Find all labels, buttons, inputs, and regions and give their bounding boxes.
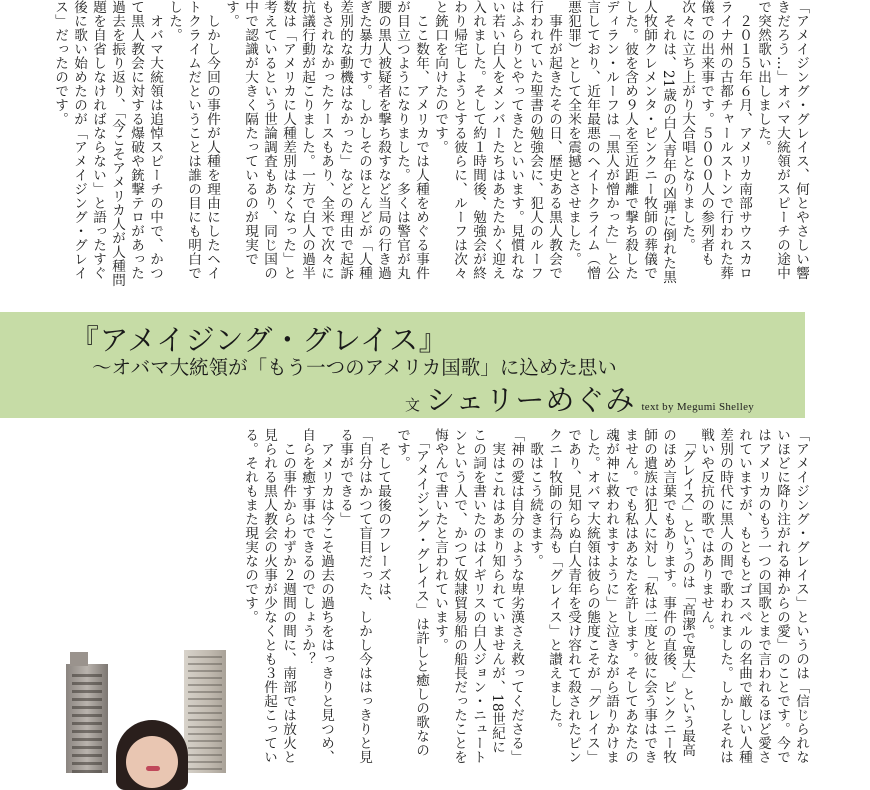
flatiron-building-image	[184, 650, 226, 773]
author-name: シェリーめぐみ	[426, 383, 636, 417]
skyscraper-left-image	[66, 664, 108, 773]
article-subtitle: 〜オバマ大統領が「もう一つのアメリカ国歌」に込めた思い	[92, 356, 617, 379]
byline-mark: 文	[405, 396, 421, 414]
byline	[405, 378, 754, 419]
article-title: 『アメイジング・グレイス』	[70, 323, 449, 357]
article-body-bottom: 「アメイジング・グレイス」というのは「信じられないほどに降り注がれる神からの愛」のことです。今ではアメリカのもう一つの国歌とまで言われるほど愛されていますが、もともとゴスペルの名曲で厳しい人種差別の時代に黒人の間で歌われました。しかしそれは戦いや反抗の歌ではありません。 「グレイス」というのは「高潔で寛大」という最高のほめ言葉でもあります。事件の直後、ピンクニー牧師の遺族は犯人に対し「私は二度と彼に会う事はできません。でも私はあなたを許します。そしてあなたの魂が神に救われますように」と泣きながら語りかけました。オバマ大統領は彼らの態度こそが「グレイス」であり、見知らぬ白人青年を受け容れて殺されたピンクニー牧師の行為も「グレイス」と讃えました。 歌はこう続きます。 「神の愛は自分のような卑劣漢さえ救ってくださる」 実はこれはあまり知られていませんが、18世紀にこの詞を書いたのはイギリスの白人ジョン・ニュートンという人で、かつて奴隷貿易船の船長だったことを悔やんで書いたと言われています。 「アメイジング・グレイス」は許しと癒しの歌なのです。 そして最後のフレーズは、 「自分はかつて盲目だった、しかし今ははっきりと見る事ができる」 アメリカは今こそ過去の過ちをはっきりと見つめ、自らを癒す事はできるのでしょうか？ この事件からわずか２週間の間に、南部では放火と見られる黒人教会の火事が少なくとも３件起こっている。それもまた現実なのです。	[242, 428, 809, 764]
article-body-top: 「アメイジング・グレイス、何とやさしい響きだろう…」オバマ大統領がスピーチの途中で突然歌い出しました。 ２０１５年６月、アメリカ南部サウスカロライナ州の古都チャールストンで行われた葬儀での出来事です。５０００人の参列者も次々に立ち上がり大合唱となりました。 それは、21歳の白人青年の凶弾に倒れた黒人牧師クレメンタ・ピンクニー牧師の葬儀でした。彼を含め９人を至近距離で撃ち殺したディラン・ルーフは「黒人が憎かった」と公言しており、近年最悪のヘイトクライム（憎悪犯罪）として全米を震撼とさせました。 事件が起きたその日、歴史ある黒人教会で行われていた聖書の勉強会に、犯人のルーフはふらりとやってきたといいます。見慣れない若い白人をメンバーたちはあたたかく迎え入れました。そして約１時間後、勉強会が終わり帰宅しようとする彼らに、ルーフは次々と銃口を向けたのです。 ここ数年、アメリカでは人種をめぐる事件が目立つようになりました。多くは警官が丸腰の黒人被疑者を撃ち殺すなど当局の行き過ぎた暴力です。しかしそのほとんどが「人種差別的な動機はなかった」などの理由で起訴もされなかったケースもあり、全米で次々に抗議行動が起こりました。一方で白人の過半数は「アメリカに人種差別はなくなった」と考えているという世論調査もあり、同じ国の中で認識が大きく隔たっているのが現実です。 しかし今回の事件が人種を理由にしたヘイトクライムだということは誰の目にも明白でした。 オバマ大統領は追悼スピーチの中で、かつて黒人教会に対する爆破や銃撃テロがあった過去を振り返り、「今こそアメリカ人が人種問題を自省しなければならない」と語ったすぐ後に歌い始めたのが「アメイジング・グレイス」だったのです。	[52, 0, 809, 288]
author-lips	[146, 766, 160, 771]
author-face	[126, 736, 178, 788]
author-name-english: text by Megumi Shelley	[641, 401, 755, 413]
author-photo	[66, 650, 226, 773]
